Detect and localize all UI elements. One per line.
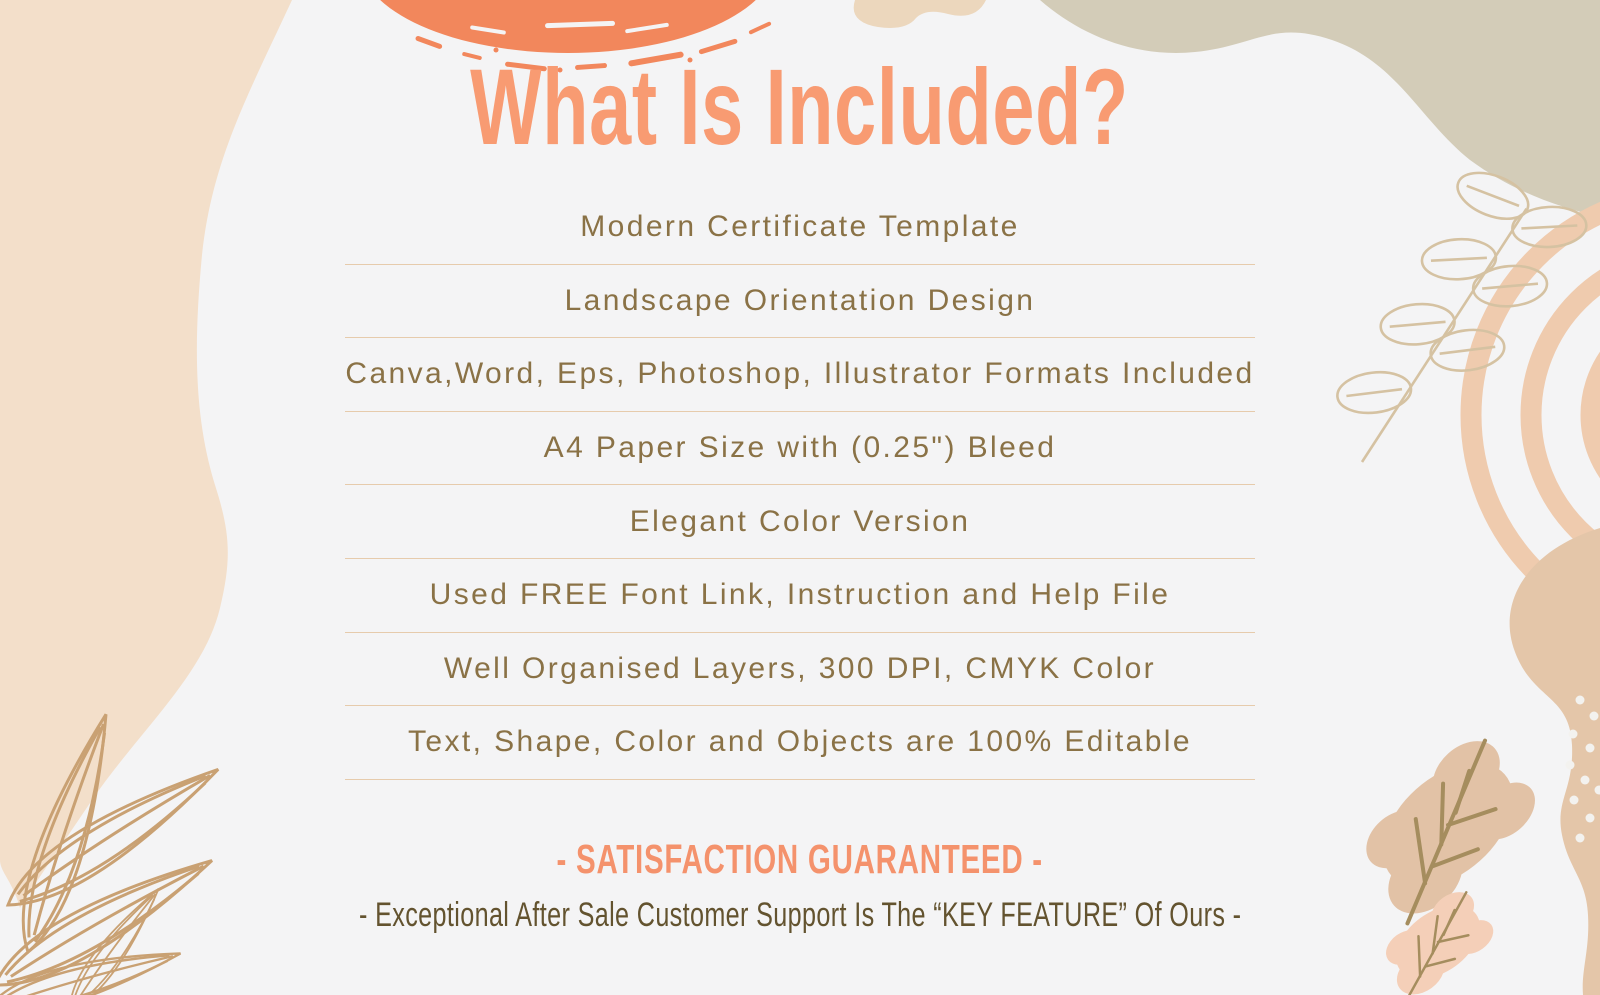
after-sale-support-text: - Exceptional After Sale Customer Support Is The “KEY FEATURE” Of Ours - — [358, 895, 1242, 934]
feature-list — [345, 191, 1255, 780]
support-row — [0, 894, 1600, 936]
feature-row — [345, 265, 1255, 339]
feature-label: Used FREE Font Link, Instruction and Help File — [429, 578, 1171, 612]
feature-row — [345, 412, 1255, 486]
feature-label: Landscape Orientation Design — [564, 283, 1036, 317]
feature-label: Elegant Color Version — [629, 504, 971, 538]
page-title: What Is Included? — [470, 45, 1130, 167]
feature-row — [345, 338, 1255, 412]
feature-label: Modern Certificate Template — [580, 210, 1020, 244]
feature-label: Text, Shape, Color and Objects are 100% Editable — [408, 725, 1192, 759]
feature-row — [345, 633, 1255, 707]
feature-label: Canva,Word, Eps, Photoshop, Illustrator Formats Included — [345, 357, 1255, 391]
feature-label: A4 Paper Size with (0.25") Bleed — [543, 431, 1057, 465]
feature-row — [345, 706, 1255, 780]
feature-row — [345, 559, 1255, 633]
feature-row — [345, 485, 1255, 559]
satisfaction-row — [0, 835, 1600, 882]
feature-label: Well Organised Layers, 300 DPI, CMYK Color — [443, 651, 1157, 685]
title-row — [0, 46, 1600, 166]
satisfaction-guaranteed-text: - SATISFACTION GUARANTEED - — [556, 835, 1044, 882]
feature-row — [345, 191, 1255, 265]
